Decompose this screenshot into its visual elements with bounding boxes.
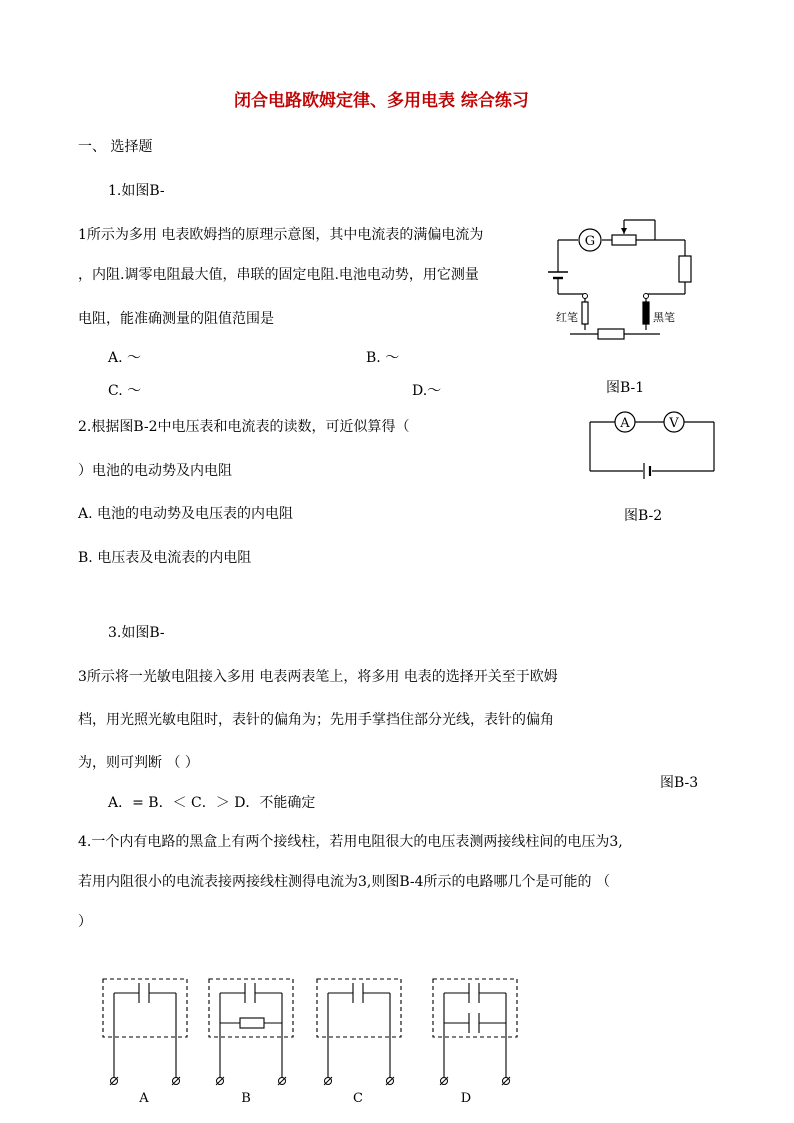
box-label-d: D bbox=[460, 1091, 472, 1106]
q3-line-2: 3所示将一光敏电阻接入多用 电表两表笔上，将多用 电表的选择开关至于欧姆 bbox=[78, 669, 558, 685]
box-label-b: B bbox=[241, 1091, 251, 1106]
figure-b1-circuit bbox=[540, 210, 700, 345]
figure-b2-caption: 图B-2 bbox=[624, 508, 663, 524]
q1-line-3: ，内阻.调零电阻最大值，串联的固定电阻.电池电动势，用它测量 bbox=[78, 267, 479, 283]
figure-b3-caption: 图B-3 bbox=[660, 775, 699, 791]
q1-line-2: 1所示为多用 电表欧姆挡的原理示意图，其中电流表的满偏电流为 bbox=[78, 227, 484, 243]
q1-option-d: D.～ bbox=[412, 383, 442, 399]
q3-line-4: 为，则可判断 （ ） bbox=[78, 755, 199, 771]
red-pen-label: 红笔 bbox=[556, 311, 578, 324]
q1-option-a: A. ～ bbox=[108, 350, 142, 366]
q1-option-b: B. ～ bbox=[366, 350, 400, 366]
q4-line-3: ） bbox=[78, 914, 92, 930]
black-pen-label: 黑笔 bbox=[653, 311, 675, 324]
q4-line-1: 4.一个内有电路的黑盒上有两个接线柱，若用电阻很大的电压表测两接线柱间的电压为3, bbox=[78, 834, 623, 850]
page-title: 闭合电路欧姆定律、多用电表 综合练习 bbox=[234, 91, 529, 111]
box-label-a: A bbox=[139, 1091, 149, 1106]
q2-option-a: A. 电池的电动势及电压表的内电阻 bbox=[78, 506, 294, 522]
q2-option-b: B. 电压表及电流表的内电阻 bbox=[78, 550, 252, 566]
galvanometer-label: G bbox=[584, 234, 596, 249]
q2-line-1: 2.根据图B-2中电压表和电流表的读数，可近似算得（ bbox=[78, 419, 410, 435]
q3-options: A．= B．＜ C．＞ D．不能确定 bbox=[108, 795, 316, 811]
figure-b1-caption: 图B-1 bbox=[606, 380, 645, 396]
box-label-c: C bbox=[353, 1091, 363, 1106]
q1-line-4: 电阻，能准确测量的阻值范围是 bbox=[78, 311, 274, 327]
q3-line-1: 3.如图B- bbox=[108, 625, 165, 641]
q3-line-3: 档，用光照光敏电阻时，表针的偏角为；先用手掌挡住部分光线，表针的偏角 bbox=[78, 712, 554, 728]
section-heading: 一、 选择题 bbox=[78, 139, 153, 155]
figure-b4-black-boxes bbox=[98, 975, 528, 1115]
q2-line-2: ）电池的电动势及内电阻 bbox=[78, 463, 232, 479]
ammeter-label: A bbox=[620, 416, 630, 431]
figure-b2-circuit bbox=[586, 408, 721, 478]
q4-line-2: 若用内阻很小的电流表接两接线柱测得电流为3,则图B-4所示的电路哪几个是可能的 （ bbox=[78, 874, 610, 890]
q1-option-c: C. ～ bbox=[108, 383, 142, 399]
voltmeter-label: V bbox=[669, 416, 679, 431]
q1-line-1: 1.如图B- bbox=[108, 183, 165, 199]
